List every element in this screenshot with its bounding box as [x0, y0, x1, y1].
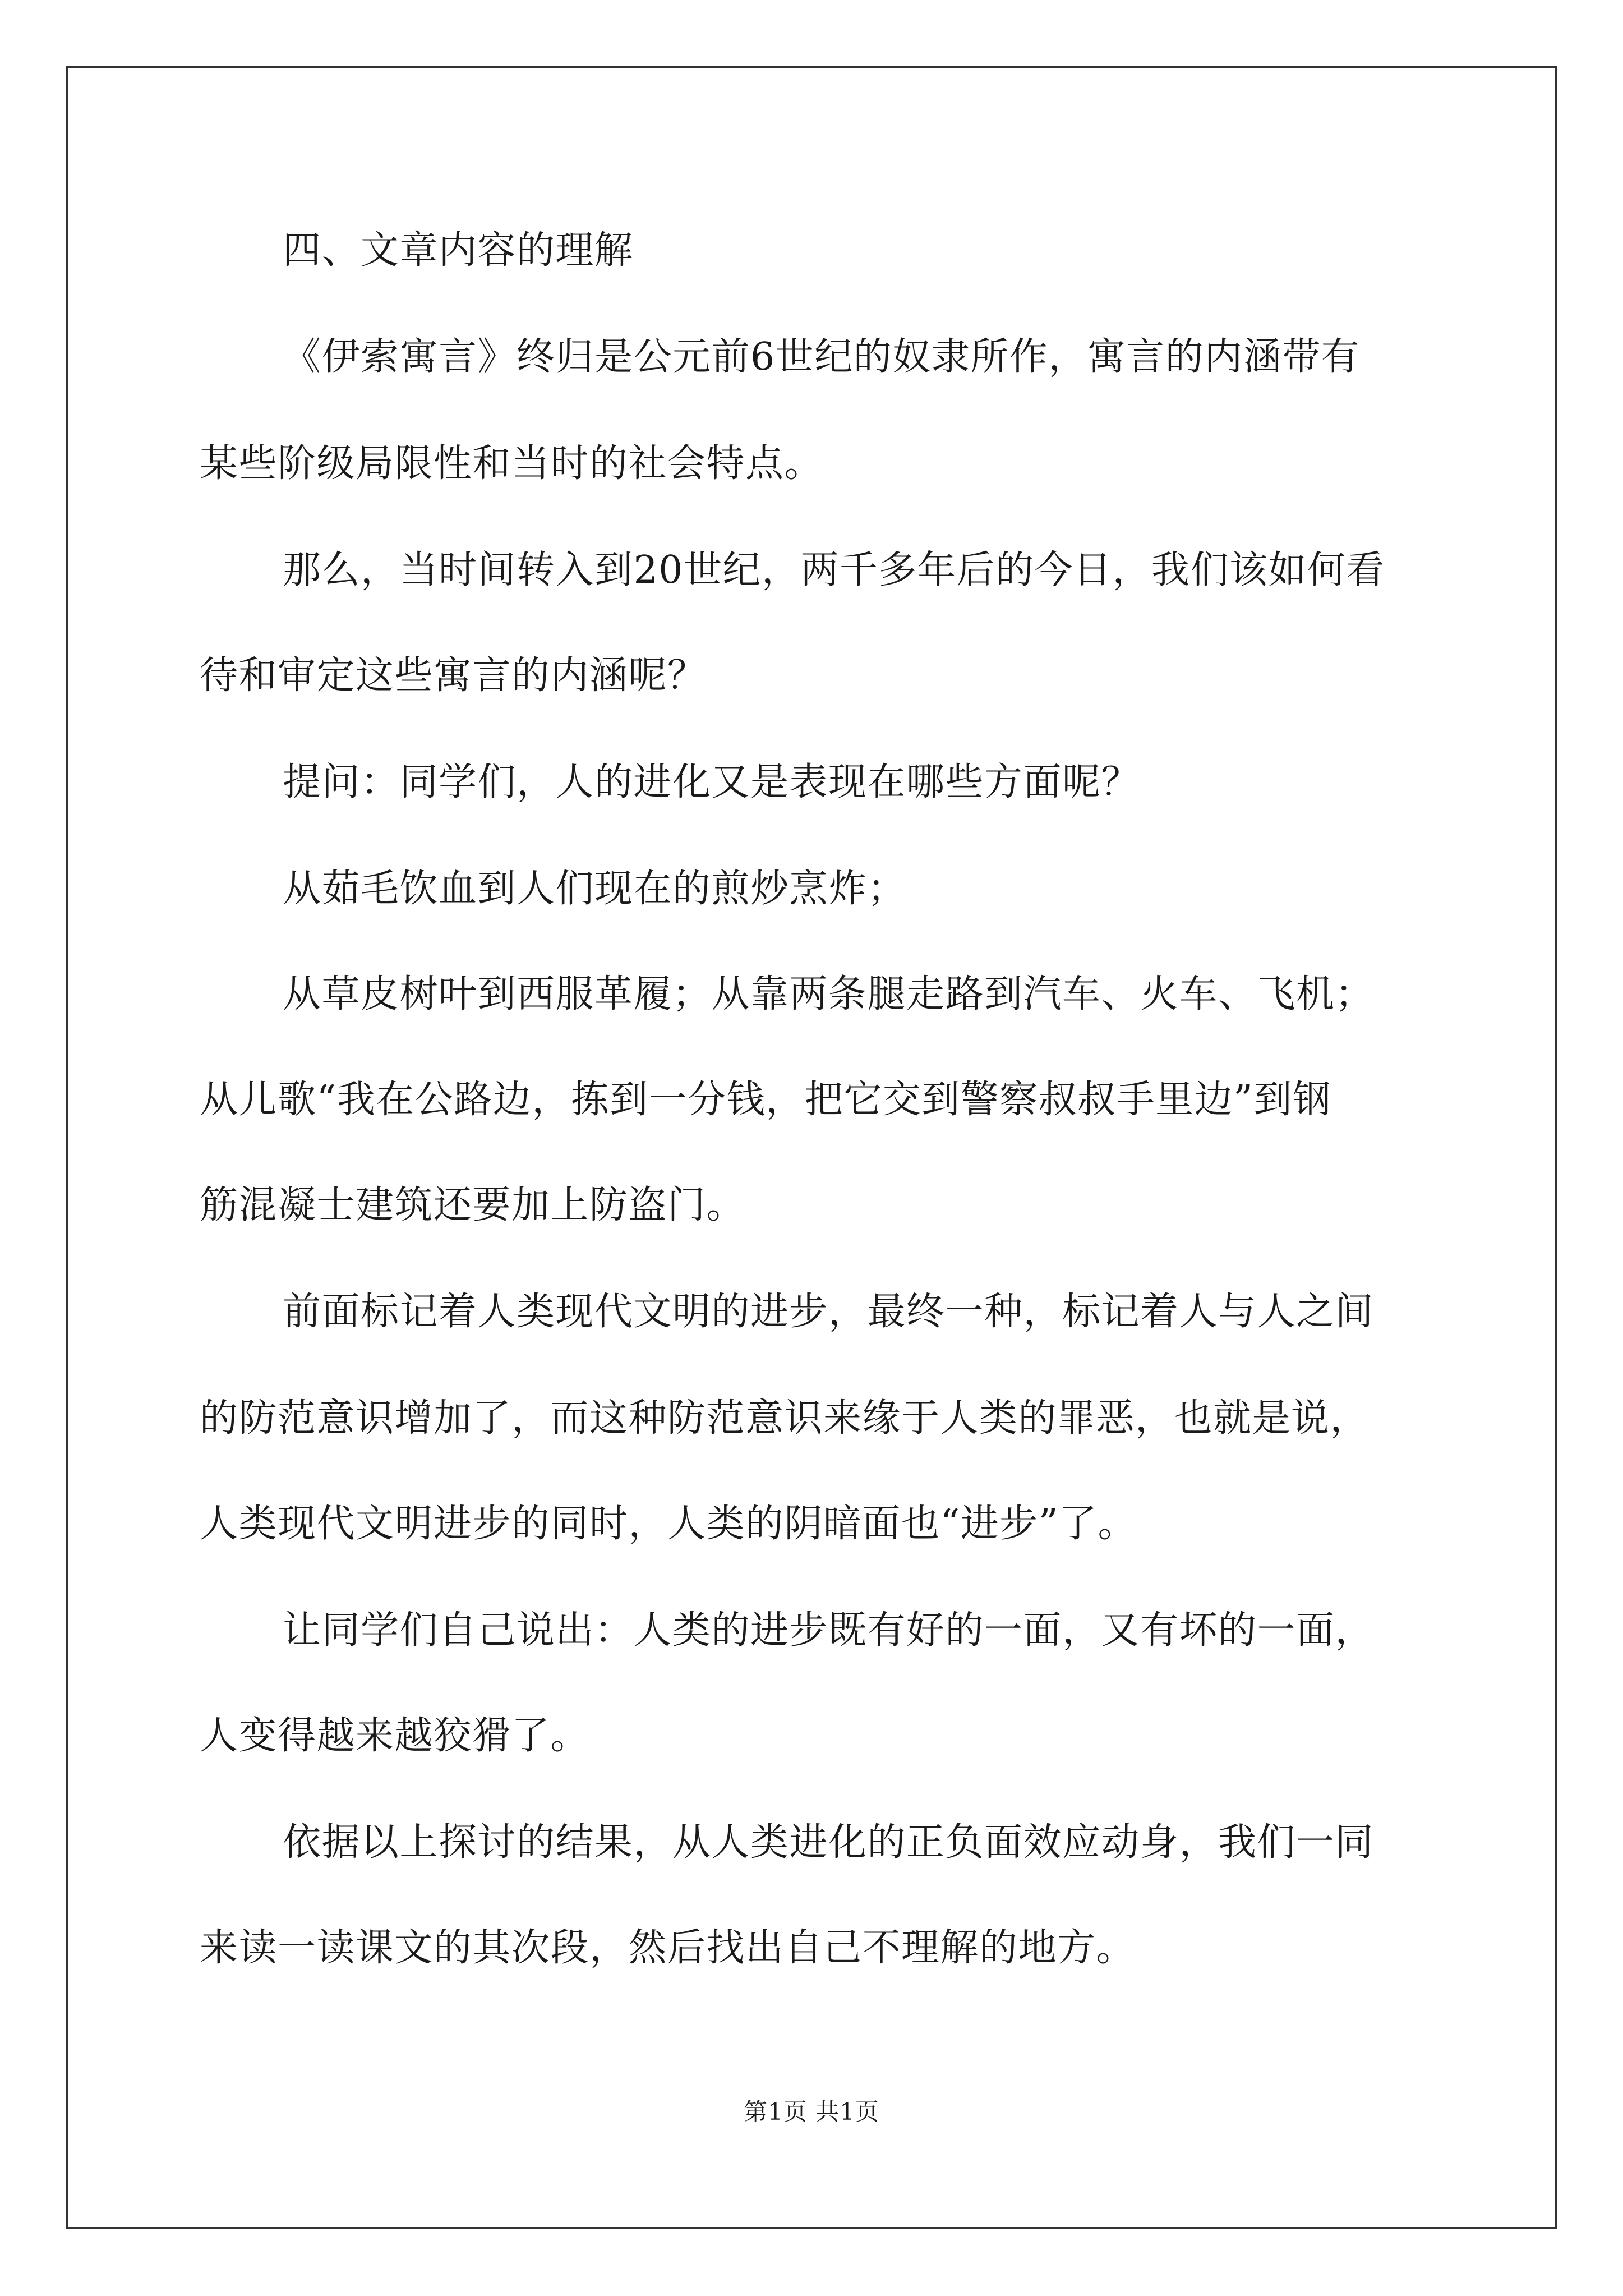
paragraph-line: 筋混凝士建筑还要加上防盗门。 [200, 1183, 746, 1227]
paragraph-line: 从儿歌“我在公路边，拣到一分钱，把它交到警察叔叔手里边”到钢 [200, 1078, 1332, 1122]
paragraph-line: 《伊索寓言》终归是公元前6世纪的奴隶所作，寓言的内涵带有 [283, 335, 1361, 379]
paragraph-line: 提问：同学们，人的进化又是表现在哪些方面呢？ [283, 760, 1141, 804]
paragraph-line: 从草皮树叶到西服革履；从靠两条腿走路到汽车、火车、飞机； [283, 972, 1375, 1016]
paragraph-line: 某些阶级局限性和当时的社会特点。 [200, 441, 824, 486]
page-number-footer: 第1页 共1页 [744, 2098, 879, 2125]
section-heading: 四、文章内容的理解 [283, 228, 634, 273]
paragraph-line: 那么，当时间转入到20世纪，两千多年后的今日，我们该如何看 [283, 548, 1386, 592]
paragraph-line: 的防范意识增加了，而这种防范意识来缘于人类的罪恶，也就是说， [200, 1396, 1370, 1441]
paragraph-line: 前面标记着人类现代文明的进步，最终一种，标记着人与人之间 [283, 1290, 1375, 1334]
paragraph-line: 从茹毛饮血到人们现在的煎炒烹炸； [283, 867, 907, 911]
paragraph-line: 来读一读课文的其次段，然后找出自己不理解的地方。 [200, 1926, 1136, 1970]
paragraph-line: 人类现代文明进步的同时，人类的阴暗面也“进步”了。 [200, 1502, 1137, 1546]
paragraph-line: 人变得越来越狡猾了。 [200, 1714, 590, 1758]
page-border [66, 66, 1557, 2229]
paragraph-line: 让同学们自己说出：人类的进步既有好的一面，又有坏的一面， [283, 1608, 1375, 1653]
paragraph-line: 待和审定这些寓言的内涵呢？ [200, 654, 707, 698]
paragraph-line: 依据以上探讨的结果，从人类进化的正负面效应动身，我们一同 [283, 1820, 1375, 1865]
